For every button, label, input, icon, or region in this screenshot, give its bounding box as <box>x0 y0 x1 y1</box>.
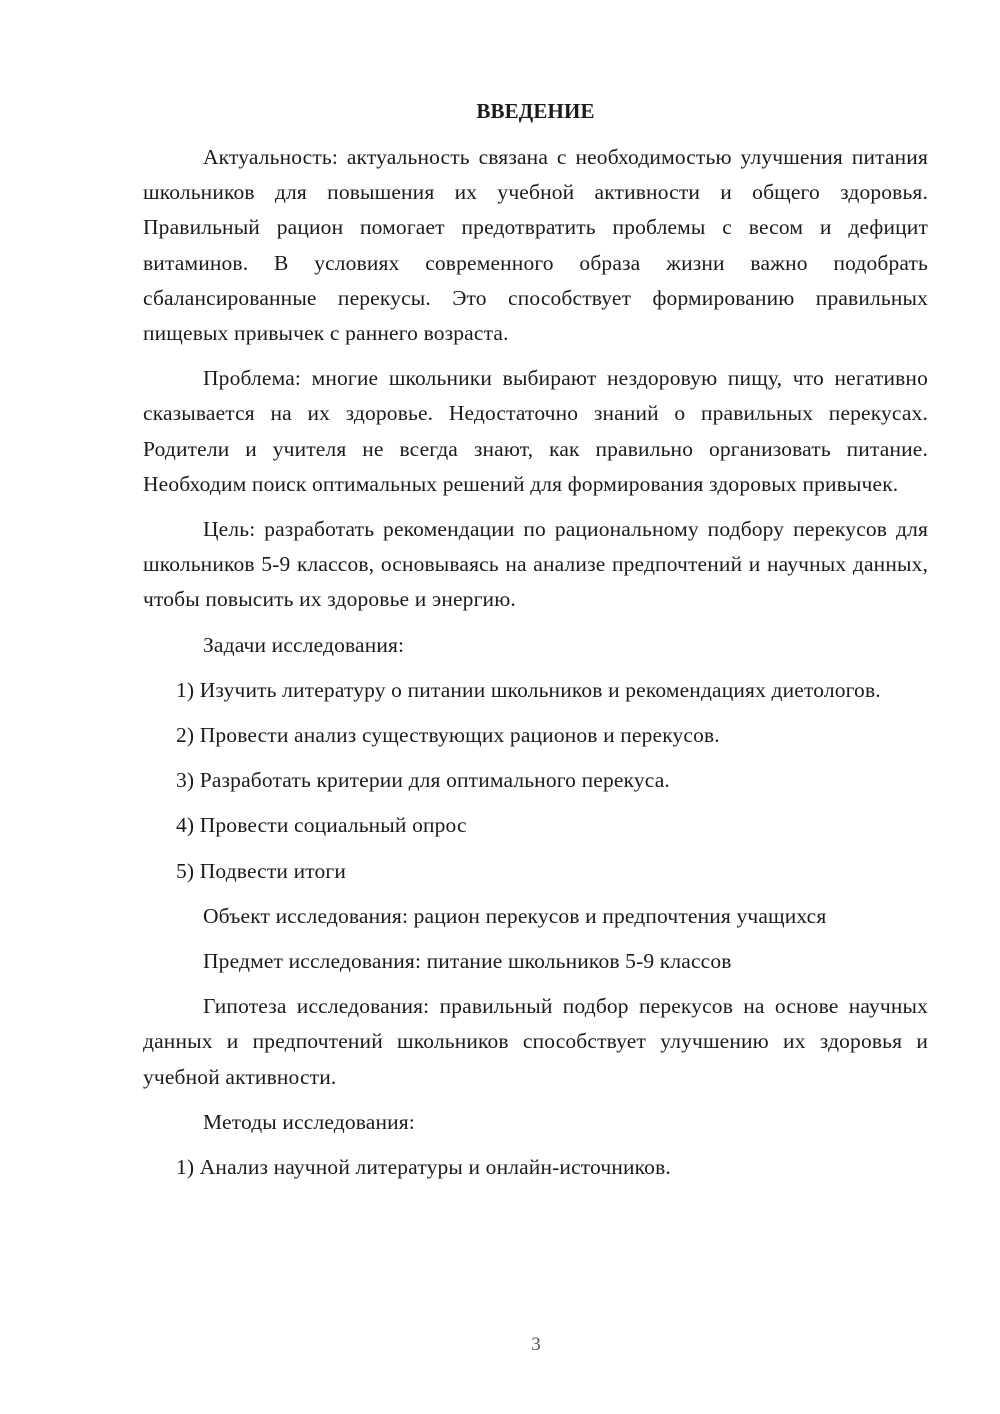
task-item-3: 3) Разработать критерии для оптимального перекуса. <box>176 768 670 793</box>
task-item-2: 2) Провести анализ существующих рационов и перекусов. <box>176 723 720 748</box>
tasks-heading: Задачи исследования: <box>203 632 405 657</box>
section-title: ВВЕДЕНИЕ <box>476 99 595 123</box>
document-page <box>143 94 928 1195</box>
hypothesis-paragraph: Гипотеза исследования: правильный подбор перекусов на основе научных данных и предпочтений школьников способствует улучшению их здоровья и учебной активности. <box>143 994 928 1089</box>
relevance-paragraph: Актуальность: актуальность связана с необходимостью улучшения питания школьников для повышения их учебной активности и общего здоровья. Правильный рацион помогает предотвратить проблемы с весом и дефицит витаминов. В условиях современного образа жизни важно подобрать сбалансированные перекусы. Это способствует формированию правильных пищевых привычек с раннего возраста. <box>143 145 928 346</box>
method-item-1: 1) Анализ научной литературы и онлайн-источников. <box>176 1155 671 1180</box>
problem-paragraph: Проблема: многие школьники выбирают нездоровую пищу, что негативно сказывается на их здоровье. Недостаточно знаний о правильных перекусах. Родители и учителя не всегда знают, как правильно организовать питание. Необходим поиск оптимальных решений для формирования здоровых привычек. <box>143 366 928 496</box>
research-subject: Предмет исследования: питание школьников 5-9 классов <box>203 949 732 974</box>
goal-paragraph: Цель: разработать рекомендации по рациональному подбору перекусов для школьников 5-9 классов, основываясь на анализе предпочтений и научных данных, чтобы повысить их здоровье и энергию. <box>143 517 928 612</box>
research-object: Объект исследования: рацион перекусов и предпочтения учащихся <box>203 903 827 928</box>
page-number: 3 <box>531 1334 541 1355</box>
task-item-4: 4) Провести социальный опрос <box>176 813 467 838</box>
methods-heading: Методы исследования: <box>203 1109 415 1134</box>
task-item-1: 1) Изучить литературу о питании школьников и рекомендациях диетологов. <box>176 677 881 702</box>
task-item-5: 5) Подвести итоги <box>176 858 347 883</box>
